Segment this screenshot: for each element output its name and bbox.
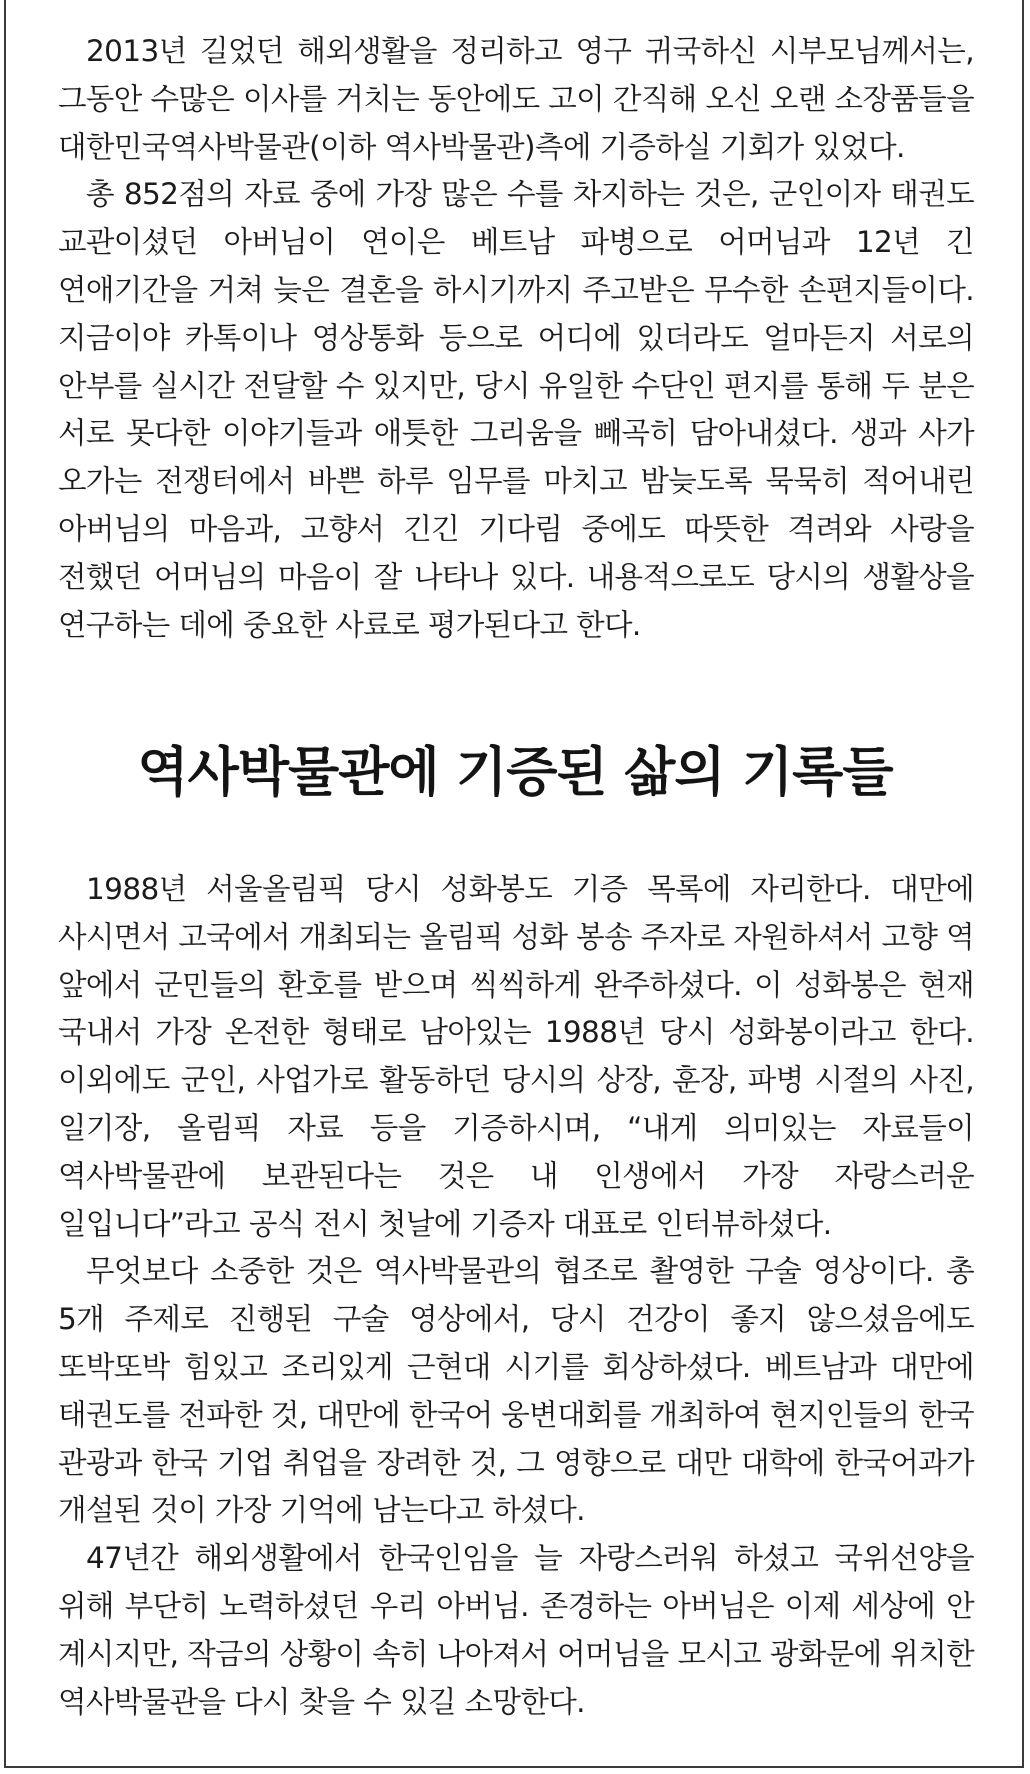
article-headline: 역사박물관에 기증된 삶의 기록들 xyxy=(137,742,893,803)
intro-section xyxy=(58,28,974,649)
body-paragraph: 1988년 서울올림픽 당시 성화봉도 기증 목록에 자리한다. 대만에 사시면서 고국에서 개최되는 올림픽 성화 봉송 주자로 자원하셔서 고향 역 앞에서 군민들의 환호를 받으며 씩씩하게 완주하셨다. 이 성화봉은 현재 국내서 가장 온전한 형태로 남아있는 1988년 당시 성화봉이라고 한다. 이외에도 군인, 사업가로 활동하던 당시의 상장, 훈장, 파병 시절의 사진, 일기장, 올림픽 자료 등을 기증하시며, “내게 의미있는 자료들이 역사박물관에 보관된다는 것은 내 인생에서 가장 자랑스러운 일입니다”라고 공식 전시 첫날에 기증자 대표로 인터뷰하셨다. xyxy=(58,872,974,1241)
body-paragraph: 47년간 해외생활에서 한국인임을 늘 자랑스러워 하셨고 국위선양을 위해 부단히 노력하셨던 우리 아버님. 존경하는 아버님은 이제 세상에 안 계시지만, 작금의 상황이 속히 나아져서 어머님을 모시고 광화문에 위치한 역사박물관을 다시 찾을 수 있길 소망한다. xyxy=(58,1541,974,1719)
intro-paragraph: 총 852점의 자료 중에 가장 많은 수를 차지하는 것은, 군인이자 태권도 교관이셨던 아버님이 연이은 베트남 파병으로 어머님과 12년 긴 연애기간을 거쳐 늦은 결혼을 하시기까지 주고받은 무수한 손편지들이다. 지금이야 카톡이나 영상통화 등으로 어디에 있더라도 얼마든지 서로의 안부를 실시간 전달할 수 있지만, 당시 유일한 수단인 편지를 통해 두 분은 서로 못다한 이야기들과 애틋한 그리움을 빼곡히 담아내셨다. 생과 사가 오가는 전쟁터에서 바쁜 하루 임무를 마치고 밤늦도록 묵묵히 적어내린 아버님의 마음과, 고향서 긴긴 기다림 중에도 따뜻한 격려와 사랑을 전했던 어머님의 마음이 잘 나타나 있다. 내용적으로도 당시의 생활상을 연구하는 데에 중요한 사료로 평가된다고 한다. xyxy=(58,177,974,642)
intro-paragraph: 2013년 길었던 해외생활을 정리하고 영구 귀국하신 시부모님께서는, 그동안 수많은 이사를 거치는 동안에도 고이 간직해 오신 오랜 소장품들을 대한민국역사박물관(이하 역사박물관)측에 기증하실 기회가 있었다. xyxy=(58,34,974,164)
body-section xyxy=(58,866,974,1726)
body-paragraph: 무엇보다 소중한 것은 역사박물관의 협조로 촬영한 구술 영상이다. 총 5개 주제로 진행된 구술 영상에서, 당시 건강이 좋지 않으셨음에도 또박또박 힘있고 조리있게 근현대 시기를 회상하셨다. 베트남과 대만에 태권도를 전파한 것, 대만에 한국어 웅변대회를 개최하여 현지인들의 한국 관광과 한국 기업 취업을 장려한 것, 그 영향으로 대만 대학에 한국어과가 개설된 것이 가장 기억에 남는다고 하셨다. xyxy=(58,1254,974,1528)
